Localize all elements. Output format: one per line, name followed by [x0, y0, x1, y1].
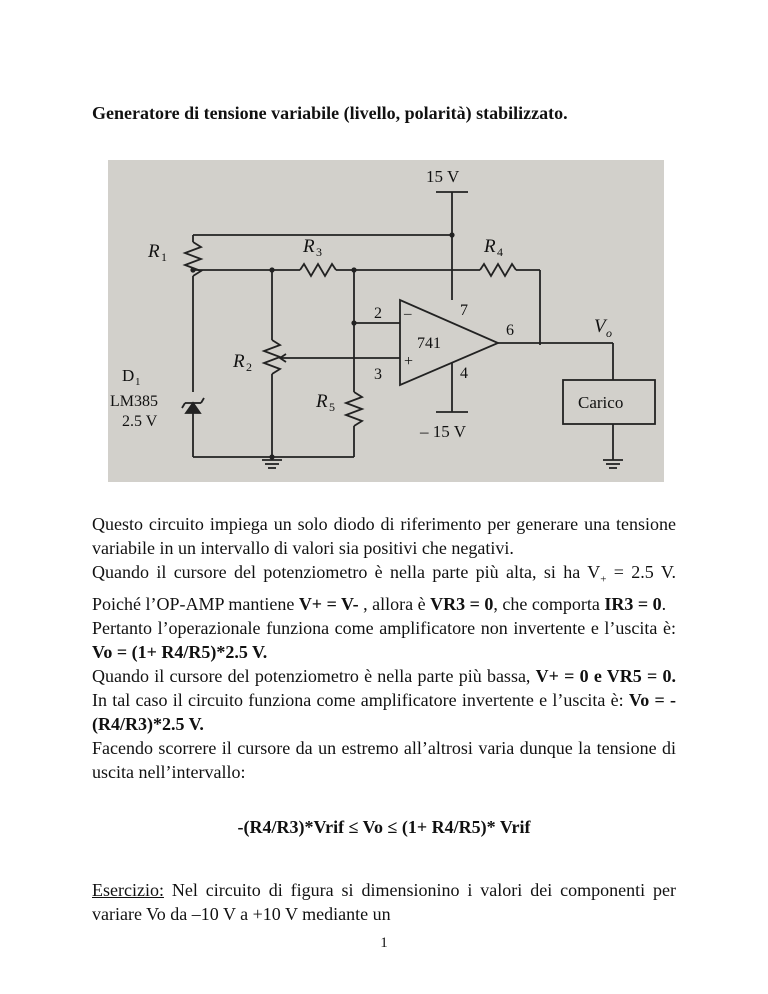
exercise-label: Esercizio: [92, 880, 164, 900]
page-title: Generatore di tensione variabile (livello, polarità) stabilizzato. [92, 103, 568, 123]
paragraph-intro: Questo circuito impiega un solo diodo di riferimento per generare una tensione variabile in un intervallo di valori sia positivi che negativi. [92, 514, 676, 558]
circuit-figure [108, 160, 664, 482]
paragraph-low-cursor [92, 664, 676, 736]
supply-pos-label: 15 V [426, 167, 460, 186]
diode-name-label: D [122, 366, 135, 385]
pin3-label: 3 [374, 366, 382, 383]
diode-subscript: 1 [135, 376, 141, 388]
paragraph-high-cursor: Quando il cursore del potenziometro è nella parte più alta, si ha $V_+ = 2.5$ V. Poiché l’OP-AMP mantiene V+ = V- , allora è VR3 = 0, che comporta IR3 = 0. [92, 562, 676, 614]
r3-label: R [303, 236, 315, 257]
high-cursor-text-d: , che comporta [493, 593, 605, 614]
r1-subscript: 1 [161, 250, 167, 264]
eq-ir3: IR3 = 0 [604, 593, 662, 614]
pin7-label: 7 [460, 302, 468, 319]
range-formula: -(R4/R3)*Vrif ≤ Vo ≤ (1+ R4/R5)* Vrif [237, 817, 531, 837]
vo-label: V [594, 316, 606, 337]
opamp-minus-sign: – [404, 306, 412, 322]
eq-vr3: VR3 = 0 [430, 593, 494, 614]
low-cursor-text-b: In tal caso il circuito funziona come amplificatore invertente e l’uscita è: [92, 689, 629, 710]
r2-subscript: 2 [246, 360, 252, 374]
supply-neg-label: – 15 V [420, 422, 466, 441]
r4-label: R [484, 236, 496, 257]
paragraph-noninverting [92, 616, 676, 664]
exercise-paragraph [92, 878, 676, 926]
paragraph-range: Facendo scorrere il cursore da un estremo all’altrosi varia dunque la tensione di uscita nell’intervallo: [92, 737, 676, 782]
low-cursor-text-a: Quando il cursore del potenziometro è nella parte più bassa, [92, 665, 536, 686]
page-number: 1 [380, 935, 388, 951]
high-cursor-text-c: , allora è [363, 593, 431, 614]
r2-label: R [233, 351, 245, 372]
vo-subscript: o [606, 326, 612, 340]
r1-label: R [148, 241, 160, 262]
r5-subscript: 5 [329, 400, 335, 414]
r3-subscript: 3 [316, 245, 322, 259]
r5-label: R [316, 391, 328, 412]
pin2-label: 2 [374, 305, 382, 322]
load-label: Carico [578, 393, 624, 412]
eq-noninverting: Vo = (1+ R4/R5)*2.5 V. [92, 641, 268, 662]
eq-inverting: Vo = -(R4/R3)*2.5 V. [92, 689, 676, 734]
r4-subscript: 4 [497, 245, 503, 259]
eq-low-cursor: V+ = 0 e VR5 = 0. [535, 665, 676, 686]
eq-vplus-vminus: V+ = V- [298, 593, 364, 614]
diode-voltage-label: 2.5 V [122, 413, 158, 430]
exercise-text: Nel circuito di figura si dimensionino i valori dei componenti per variare Vo da –10 V a +10 V mediante un [92, 880, 676, 924]
opamp-label: 741 [417, 335, 441, 352]
diode-part-label: LM385 [110, 393, 158, 410]
body-text [92, 512, 676, 784]
noninverting-text: Pertanto l’operazionale funziona come amplificatore non invertente e l’uscita è: [92, 617, 676, 638]
high-cursor-text-a: Quando il cursore del potenziometro è nella parte più alta, si ha V [92, 562, 601, 582]
high-cursor-text-b: = 2.5 V. Poiché l’OP-AMP mantiene [92, 562, 676, 614]
pin4-label: 4 [460, 365, 468, 382]
opamp-plus-sign: + [404, 353, 414, 370]
pin6-label: 6 [506, 322, 514, 339]
circuit-schematic [108, 160, 664, 482]
